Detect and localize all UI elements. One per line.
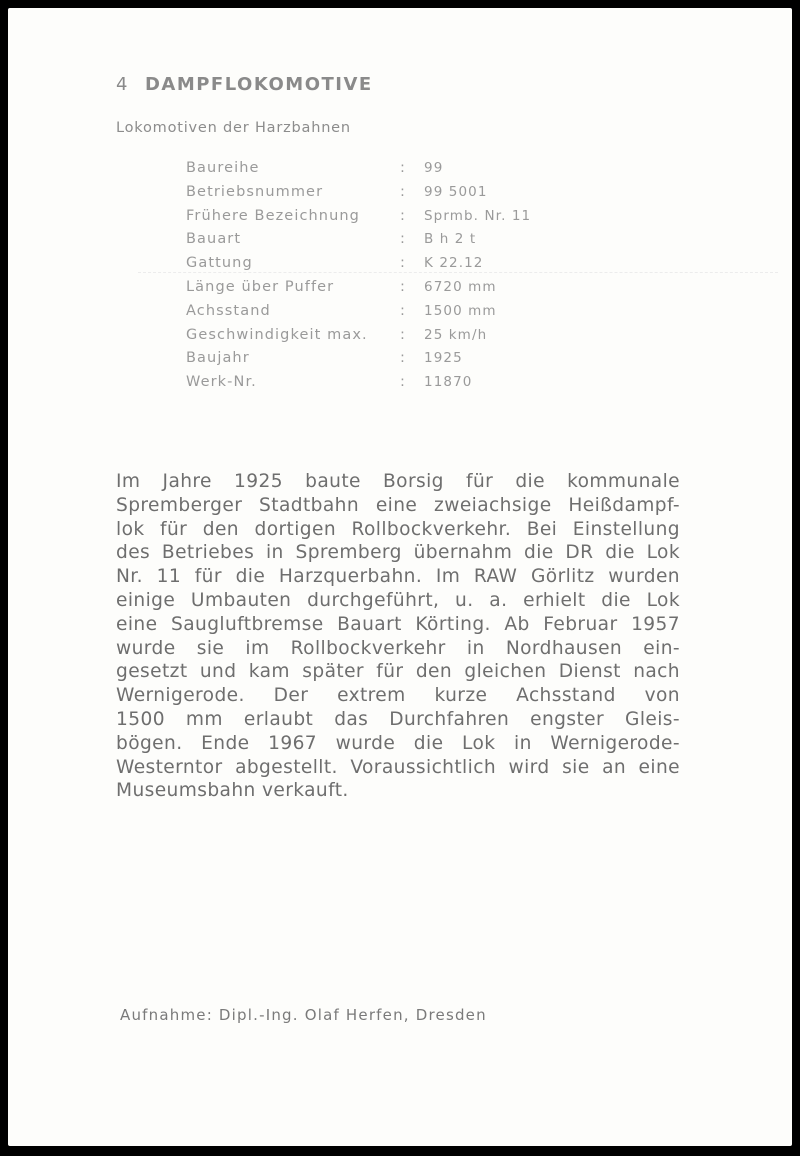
spec-colon: : — [400, 207, 406, 224]
paragraph-line: lok für den dortigen Rollbockverkehr. Bei Einstellung — [116, 518, 680, 540]
spec-value: 6720 mm — [424, 278, 497, 295]
spec-row — [186, 374, 606, 398]
spec-value: 1500 mm — [424, 302, 497, 319]
spec-label: Werk-Nr. — [186, 374, 257, 391]
spec-value: 99 — [424, 160, 444, 176]
card-number: 4 — [116, 74, 129, 95]
spec-colon: : — [400, 160, 406, 176]
spec-colon: : — [400, 231, 406, 248]
spec-label: Betriebsnummer — [186, 183, 324, 200]
spec-value: 1925 — [424, 350, 463, 367]
spec-colon: : — [400, 255, 406, 272]
paragraph-line: Nr. 11 für die Harzquerbahn. Im RAW Görlitz wurden — [116, 566, 680, 588]
series-subtitle: Lokomotiven der Harzbahnen — [116, 120, 351, 136]
card-title: DAMPFLOKOMOTIVE — [144, 74, 373, 95]
spec-colon: : — [400, 183, 406, 200]
spec-label: Gattung — [186, 255, 253, 272]
spec-value: 99 5001 — [424, 183, 488, 200]
spec-value: B h 2 t — [424, 231, 477, 248]
paragraph-line: Museumsbahn verkauft. — [116, 780, 349, 802]
paragraph-line: Im Jahre 1925 baute Borsig für die kommunale — [116, 471, 680, 492]
page-title — [116, 74, 373, 95]
paragraph-line: eine Saugluftbremse Bauart Körting. Ab Februar 1957 — [116, 613, 680, 635]
spec-row — [186, 303, 606, 327]
spec-row — [186, 350, 606, 374]
spec-colon: : — [400, 302, 406, 319]
postcard-back — [8, 8, 792, 1146]
spec-label: Geschwindigkeit max. — [186, 326, 368, 343]
paragraph-line: Spremberger Stadtbahn eine zweiachsige Heißdampf- — [116, 494, 680, 516]
spec-row — [186, 208, 606, 232]
paragraph-line: gesetzt und kam später für den gleichen Dienst nach — [116, 661, 680, 683]
paragraph-line: wurde sie im Rollbockverkehr in Nordhausen ein- — [116, 637, 680, 659]
description-paragraph — [116, 470, 680, 803]
paragraph-line: Wernigerode. Der extrem kurze Achsstand von — [116, 685, 680, 707]
spec-row — [186, 327, 606, 351]
spec-value: K 22.12 — [424, 255, 484, 272]
paragraph-line: bögen. Ende 1967 wurde die Lok in Wernigerode- — [116, 732, 680, 754]
spec-label: Frühere Bezeichnung — [186, 207, 360, 224]
spec-row — [186, 279, 606, 303]
spec-label: Länge über Puffer — [186, 278, 335, 295]
paragraph-line: Westerntor abgestellt. Voraussichtlich wird sie an eine — [116, 756, 680, 778]
photo-credit: Aufnahme: Dipl.-Ing. Olaf Herfen, Dresden — [120, 1006, 487, 1024]
spec-row — [186, 231, 606, 255]
paragraph-line: einige Umbauten durchgeführt, u. a. erhielt die Lok — [116, 589, 680, 611]
spec-table — [186, 160, 606, 398]
spec-row — [186, 255, 606, 279]
spec-label: Achsstand — [186, 302, 271, 319]
spec-colon: : — [400, 278, 406, 295]
spec-colon: : — [400, 374, 406, 391]
spec-label: Baujahr — [186, 350, 250, 367]
spec-colon: : — [400, 350, 406, 367]
paragraph-line: 1500 mm erlaubt das Durchfahren engster Gleis- — [116, 708, 680, 730]
spec-value: 11870 — [424, 374, 473, 391]
spec-row — [186, 160, 606, 184]
spec-label: Bauart — [186, 231, 242, 248]
spec-row — [186, 184, 606, 208]
spec-colon: : — [400, 326, 406, 343]
spec-label: Baureihe — [186, 160, 260, 176]
spec-value: Sprmb. Nr. 11 — [424, 207, 532, 224]
paragraph-line: des Betriebes in Spremberg übernahm die DR die Lok — [116, 542, 680, 564]
spec-value: 25 km/h — [424, 326, 488, 343]
